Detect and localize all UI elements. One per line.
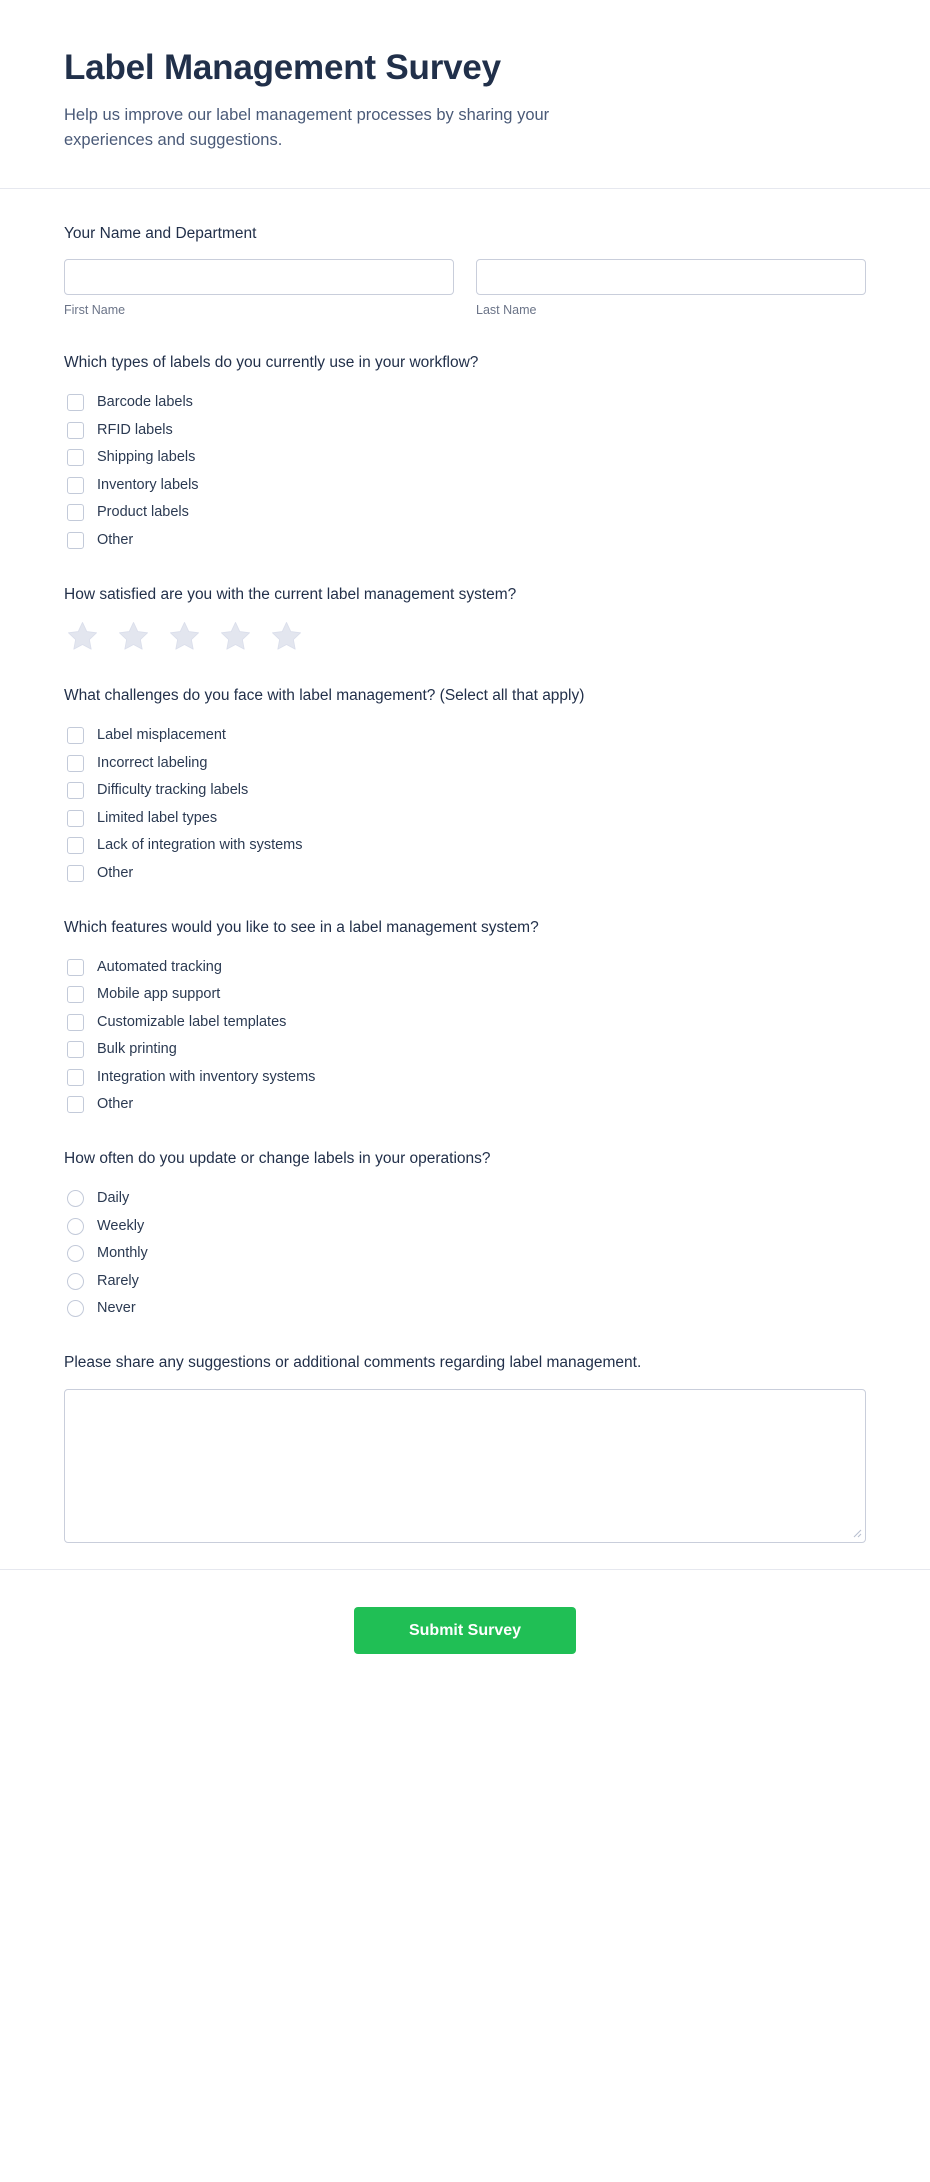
question-comments <box>64 1352 866 1542</box>
checkbox-row[interactable] <box>64 953 866 981</box>
checkbox-icon[interactable] <box>67 504 84 521</box>
star-icon[interactable] <box>66 620 99 653</box>
checkbox-group-label-types <box>64 389 866 554</box>
checkbox-group-challenges <box>64 722 866 887</box>
choice-label: Barcode labels <box>97 394 193 411</box>
choice-label: Customizable label templates <box>97 1013 287 1030</box>
choice-label: Other <box>97 864 134 881</box>
checkbox-row[interactable] <box>64 471 866 499</box>
question-satisfaction <box>64 584 866 653</box>
radio-icon[interactable] <box>67 1190 84 1207</box>
checkbox-icon[interactable] <box>67 810 84 827</box>
checkbox-icon[interactable] <box>67 959 84 976</box>
checkbox-group-features <box>64 953 866 1118</box>
choice-label: RFID labels <box>97 421 173 438</box>
last-name-input[interactable] <box>476 259 866 295</box>
choice-label: Inventory labels <box>97 476 199 493</box>
name-row <box>64 259 866 318</box>
choice-label: Weekly <box>97 1217 145 1234</box>
checkbox-row[interactable] <box>64 1008 866 1036</box>
checkbox-row[interactable] <box>64 859 866 887</box>
first-name-sub-label: First Name <box>64 303 126 318</box>
checkbox-row[interactable] <box>64 416 866 444</box>
checkbox-icon[interactable] <box>67 532 84 549</box>
question-label: How satisfied are you with the current label management system? <box>64 585 517 603</box>
star-icon[interactable] <box>117 620 150 653</box>
choice-label: Rarely <box>97 1272 139 1289</box>
choice-label: Automated tracking <box>97 958 222 975</box>
choice-label: Shipping labels <box>97 449 196 466</box>
choice-label: Bulk printing <box>97 1041 177 1058</box>
star-icon[interactable] <box>168 620 201 653</box>
question-label: Your Name and Department <box>64 224 257 242</box>
form-footer <box>0 1569 930 1700</box>
star-icon[interactable] <box>270 620 303 653</box>
checkbox-icon[interactable] <box>67 837 84 854</box>
radio-row[interactable] <box>64 1185 866 1213</box>
question-challenges <box>64 685 866 886</box>
choice-label: Limited label types <box>97 809 218 826</box>
choice-label: Mobile app support <box>97 986 221 1003</box>
last-name-sub-label: Last Name <box>476 303 537 318</box>
choice-label: Never <box>97 1300 136 1317</box>
checkbox-row[interactable] <box>64 749 866 777</box>
checkbox-row[interactable] <box>64 499 866 527</box>
checkbox-row[interactable] <box>64 722 866 750</box>
checkbox-icon[interactable] <box>67 422 84 439</box>
checkbox-icon[interactable] <box>67 477 84 494</box>
question-label: Which features would you like to see in a label management system? <box>64 918 539 936</box>
checkbox-row[interactable] <box>64 981 866 1009</box>
submit-survey-button[interactable]: Submit Survey <box>354 1607 576 1654</box>
checkbox-icon[interactable] <box>67 782 84 799</box>
question-label-types <box>64 352 866 553</box>
radio-icon[interactable] <box>67 1273 84 1290</box>
checkbox-icon[interactable] <box>67 727 84 744</box>
checkbox-icon[interactable] <box>67 1069 84 1086</box>
radio-icon[interactable] <box>67 1300 84 1317</box>
choice-label: Label misplacement <box>97 727 226 744</box>
checkbox-icon[interactable] <box>67 1096 84 1113</box>
radio-row[interactable] <box>64 1267 866 1295</box>
checkbox-row[interactable] <box>64 777 866 805</box>
choice-label: Product labels <box>97 504 189 521</box>
choice-label: Lack of integration with systems <box>97 837 303 854</box>
radio-row[interactable] <box>64 1240 866 1268</box>
checkbox-row[interactable] <box>64 804 866 832</box>
checkbox-row[interactable] <box>64 526 866 554</box>
star-rating-group[interactable] <box>66 620 866 653</box>
comments-wrap <box>64 1389 866 1543</box>
question-label: Which types of labels do you currently use in your workflow? <box>64 354 479 372</box>
star-icon[interactable] <box>219 620 252 653</box>
question-label: How often do you update or change labels in your operations? <box>64 1150 491 1168</box>
choice-label: Integration with inventory systems <box>97 1068 316 1085</box>
question-features <box>64 917 866 1118</box>
question-update-frequency <box>64 1148 866 1322</box>
comments-textarea[interactable] <box>64 1389 866 1543</box>
radio-group-update-frequency <box>64 1185 866 1323</box>
first-name-input[interactable] <box>64 259 454 295</box>
choice-label: Monthly <box>97 1245 148 1262</box>
page-subtitle: Help us improve our label management processes by sharing your experiences and suggestions. <box>64 105 550 150</box>
radio-icon[interactable] <box>67 1245 84 1262</box>
page-title: Label Management Survey <box>64 48 501 87</box>
form-body <box>0 189 930 1543</box>
checkbox-icon[interactable] <box>67 394 84 411</box>
checkbox-icon[interactable] <box>67 986 84 1003</box>
checkbox-icon[interactable] <box>67 449 84 466</box>
radio-icon[interactable] <box>67 1218 84 1235</box>
checkbox-row[interactable] <box>64 444 866 472</box>
checkbox-row[interactable] <box>64 1091 866 1119</box>
checkbox-row[interactable] <box>64 1036 866 1064</box>
question-your-name-and-department <box>64 223 866 319</box>
question-label: What challenges do you face with label management? (Select all that apply) <box>64 687 585 705</box>
choice-label: Incorrect labeling <box>97 754 208 771</box>
checkbox-icon[interactable] <box>67 755 84 772</box>
choice-label: Difficulty tracking labels <box>97 782 249 799</box>
choice-label: Other <box>97 531 134 548</box>
checkbox-row[interactable] <box>64 1063 866 1091</box>
checkbox-icon[interactable] <box>67 1041 84 1058</box>
radio-row[interactable] <box>64 1212 866 1240</box>
checkbox-icon[interactable] <box>67 865 84 882</box>
choice-label: Other <box>97 1096 134 1113</box>
last-name-col <box>476 259 866 318</box>
choice-label: Daily <box>97 1190 130 1207</box>
checkbox-row[interactable] <box>64 389 866 417</box>
question-label: Please share any suggestions or additional comments regarding label management. <box>64 1354 642 1372</box>
checkbox-row[interactable] <box>64 832 866 860</box>
form-header <box>0 0 930 189</box>
checkbox-icon[interactable] <box>67 1014 84 1031</box>
first-name-col <box>64 259 454 318</box>
radio-row[interactable] <box>64 1295 866 1323</box>
